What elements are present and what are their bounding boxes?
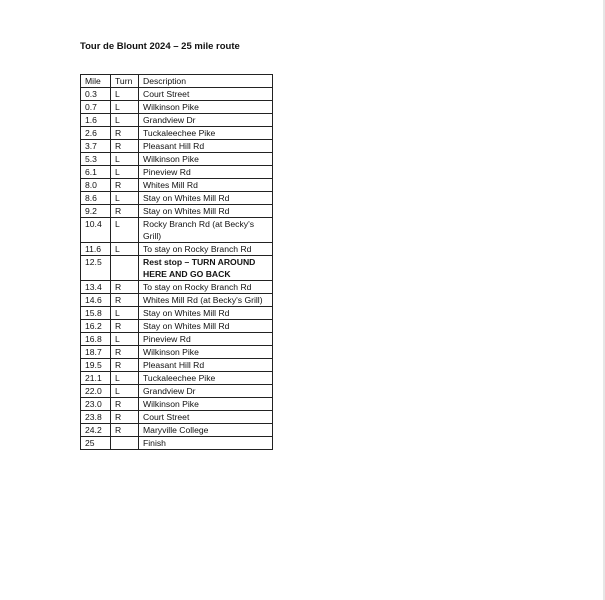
cell-description: Tuckaleechee Pike: [139, 127, 273, 140]
cell-description: Rest stop – TURN AROUND HERE AND GO BACK: [139, 256, 273, 281]
cell-turn: L: [111, 333, 139, 346]
cell-mile: 8.0: [81, 179, 111, 192]
table-row: [81, 307, 273, 320]
cell-turn: R: [111, 359, 139, 372]
cell-turn: [111, 437, 139, 450]
table-row: [81, 114, 273, 127]
cell-description: Stay on Whites Mill Rd: [139, 320, 273, 333]
table-row: [81, 218, 273, 243]
cell-turn: L: [111, 192, 139, 205]
cell-turn: L: [111, 114, 139, 127]
cell-turn: R: [111, 346, 139, 359]
cell-description: Finish: [139, 437, 273, 450]
column-header-mile: Mile: [81, 75, 111, 88]
cell-turn: R: [111, 294, 139, 307]
cell-description: Maryville College: [139, 424, 273, 437]
cell-mile: 14.6: [81, 294, 111, 307]
table-row: [81, 256, 273, 281]
table-row: [81, 294, 273, 307]
cell-mile: 5.3: [81, 153, 111, 166]
cell-description: Stay on Whites Mill Rd: [139, 307, 273, 320]
cell-mile: 21.1: [81, 372, 111, 385]
cell-mile: 12.5: [81, 256, 111, 281]
cell-turn: L: [111, 218, 139, 243]
cell-description: Wilkinson Pike: [139, 398, 273, 411]
table-row: [81, 243, 273, 256]
table-row: [81, 153, 273, 166]
cell-turn: R: [111, 320, 139, 333]
table-row: [81, 424, 273, 437]
cell-mile: 18.7: [81, 346, 111, 359]
table-row: [81, 320, 273, 333]
cell-description: Rocky Branch Rd (at Becky's Grill): [139, 218, 273, 243]
cell-turn: R: [111, 179, 139, 192]
cell-turn: L: [111, 385, 139, 398]
cell-description: Stay on Whites Mill Rd: [139, 192, 273, 205]
route-table-body: [81, 88, 273, 450]
cell-mile: 23.0: [81, 398, 111, 411]
table-row: [81, 411, 273, 424]
route-table: [80, 74, 273, 450]
table-row: [81, 192, 273, 205]
table-row: [81, 179, 273, 192]
cell-description: Grandview Dr: [139, 385, 273, 398]
cell-description: Whites Mill Rd (at Becky's Grill): [139, 294, 273, 307]
cell-description: Pineview Rd: [139, 166, 273, 179]
cell-mile: 9.2: [81, 205, 111, 218]
cell-description: To stay on Rocky Branch Rd: [139, 243, 273, 256]
cell-turn: R: [111, 398, 139, 411]
cell-turn: R: [111, 127, 139, 140]
cell-mile: 8.6: [81, 192, 111, 205]
cell-turn: L: [111, 101, 139, 114]
table-row: [81, 281, 273, 294]
cell-description: Pleasant Hill Rd: [139, 359, 273, 372]
cell-turn: R: [111, 140, 139, 153]
cell-description: Whites Mill Rd: [139, 179, 273, 192]
cell-turn: L: [111, 88, 139, 101]
cell-mile: 0.3: [81, 88, 111, 101]
table-row: [81, 88, 273, 101]
cell-mile: 0.7: [81, 101, 111, 114]
cell-mile: 16.8: [81, 333, 111, 346]
column-header-description: Description: [139, 75, 273, 88]
document-title: Tour de Blount 2024 – 25 mile route: [80, 41, 240, 52]
cell-mile: 6.1: [81, 166, 111, 179]
cell-turn: R: [111, 205, 139, 218]
cell-turn: L: [111, 243, 139, 256]
cell-mile: 10.4: [81, 218, 111, 243]
cell-turn: R: [111, 281, 139, 294]
cell-mile: 19.5: [81, 359, 111, 372]
cell-mile: 15.8: [81, 307, 111, 320]
cell-description: Grandview Dr: [139, 114, 273, 127]
cell-mile: 25: [81, 437, 111, 450]
cell-description: Stay on Whites Mill Rd: [139, 205, 273, 218]
cell-description: Pleasant Hill Rd: [139, 140, 273, 153]
cell-description: To stay on Rocky Branch Rd: [139, 281, 273, 294]
cell-description: Tuckaleechee Pike: [139, 372, 273, 385]
cell-turn: [111, 256, 139, 281]
cell-description: Wilkinson Pike: [139, 346, 273, 359]
cell-mile: 13.4: [81, 281, 111, 294]
table-row: [81, 140, 273, 153]
table-row: [81, 127, 273, 140]
cell-turn: L: [111, 166, 139, 179]
table-row: [81, 333, 273, 346]
table-row: [81, 101, 273, 114]
cell-mile: 23.8: [81, 411, 111, 424]
table-row: [81, 385, 273, 398]
cell-description: Pineview Rd: [139, 333, 273, 346]
table-row: [81, 205, 273, 218]
cell-mile: 11.6: [81, 243, 111, 256]
table-row: [81, 346, 273, 359]
table-row: [81, 437, 273, 450]
table-row: [81, 166, 273, 179]
cell-mile: 1.6: [81, 114, 111, 127]
cell-turn: L: [111, 153, 139, 166]
table-row: [81, 359, 273, 372]
cell-mile: 16.2: [81, 320, 111, 333]
cell-mile: 22.0: [81, 385, 111, 398]
cell-turn: L: [111, 372, 139, 385]
cell-turn: R: [111, 411, 139, 424]
cell-turn: L: [111, 307, 139, 320]
table-row: [81, 398, 273, 411]
cell-mile: 3.7: [81, 140, 111, 153]
column-header-turn: Turn: [111, 75, 139, 88]
table-row: [81, 372, 273, 385]
cell-mile: 2.6: [81, 127, 111, 140]
table-header-row: [81, 75, 273, 88]
cell-description: Court Street: [139, 88, 273, 101]
cell-description: Court Street: [139, 411, 273, 424]
cell-description: Wilkinson Pike: [139, 101, 273, 114]
cell-mile: 24.2: [81, 424, 111, 437]
cell-turn: R: [111, 424, 139, 437]
cell-description: Wilkinson Pike: [139, 153, 273, 166]
